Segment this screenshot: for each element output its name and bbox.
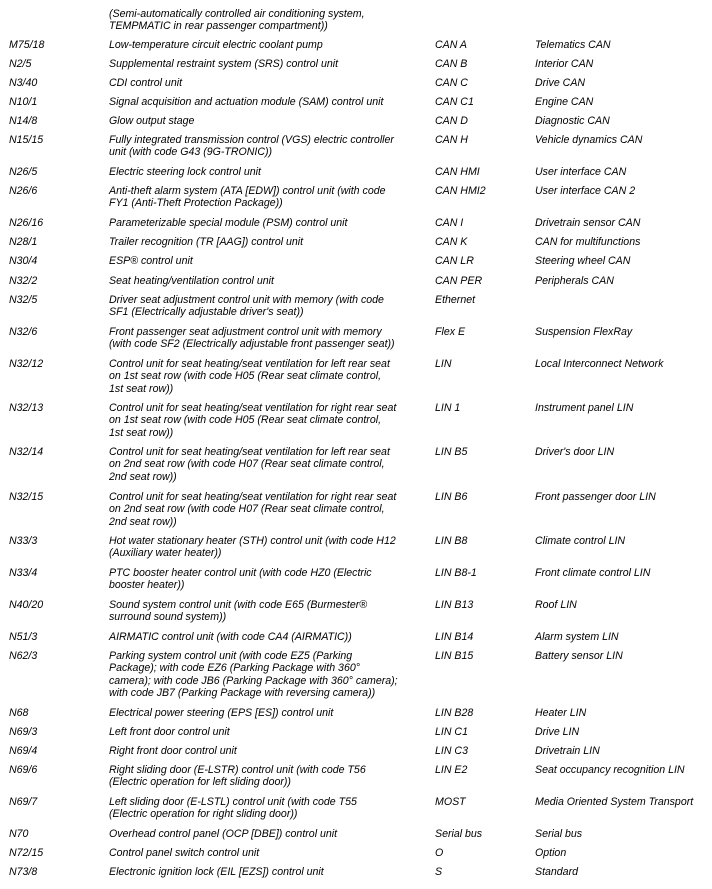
bus-abbreviation: O — [435, 847, 444, 859]
component-code: N51/3 — [9, 631, 38, 643]
component-description — [109, 236, 427, 248]
bus-abbreviation: LIN B6 — [435, 491, 468, 503]
component-description-line: on 1st seat row (with code H05 (Rear seat climate control, — [109, 414, 382, 427]
bus-name: Drivetrain sensor CAN — [535, 217, 641, 229]
bus-abbreviation: MOST — [435, 796, 466, 808]
component-description-line: (with code SF2 (Electrically adjustable front passenger seat)) — [109, 338, 395, 351]
component-description — [109, 217, 427, 229]
component-description-line: SF1 (Electrically adjustable driver's seat)) — [109, 306, 304, 319]
component-code: N68 — [9, 707, 29, 719]
component-description — [109, 650, 427, 699]
component-description — [109, 847, 427, 859]
bus-abbreviation: LIN B8-1 — [435, 567, 477, 579]
component-code: N32/15 — [9, 491, 44, 503]
component-description-line: Parameterizable special module (PSM) control unit — [109, 217, 348, 229]
bus-abbreviation: LIN B5 — [435, 446, 468, 458]
bus-abbreviation: Serial bus — [435, 828, 483, 840]
component-code: N26/6 — [9, 185, 38, 197]
bus-name: Option — [535, 847, 567, 859]
component-description-line: Supplemental restraint system (SRS) control unit — [109, 58, 339, 70]
bus-name: Heater LIN — [535, 707, 587, 719]
component-code: N32/13 — [9, 402, 44, 414]
component-description-line: AIRMATIC control unit (with code CA4 (AIRMATIC)) — [109, 631, 352, 643]
component-code: N40/20 — [9, 599, 44, 611]
component-description — [109, 402, 427, 439]
component-description — [109, 77, 427, 89]
component-description — [109, 535, 427, 560]
component-description-line: Package); with code EZ6 (Parking Package with 360° — [109, 662, 360, 675]
component-description — [109, 294, 427, 319]
component-description-line: Glow output stage — [109, 115, 195, 127]
component-description-line: camera); with code JB6 (Parking Package with 360° camera); — [109, 674, 398, 687]
bus-abbreviation: CAN K — [435, 236, 468, 248]
component-description-line: booster heater)) — [109, 579, 185, 592]
component-description-line: Trailer recognition (TR [AAG]) control unit — [109, 236, 304, 248]
component-code: N72/15 — [9, 847, 44, 859]
bus-name: Drivetrain LIN — [535, 745, 600, 757]
component-description — [109, 58, 427, 70]
bus-abbreviation: LIN C3 — [435, 745, 468, 757]
component-description-line: Control unit for seat heating/seat ventilation for right rear seat — [109, 491, 397, 503]
component-code: N33/4 — [9, 567, 38, 579]
component-code: N32/14 — [9, 446, 44, 458]
component-code: N14/8 — [9, 115, 38, 127]
component-code: N69/4 — [9, 745, 38, 757]
component-description-line: ESP® control unit — [109, 255, 193, 267]
bus-name: Telematics CAN — [535, 39, 611, 51]
bus-abbreviation: CAN H — [435, 134, 468, 146]
component-description-line: Right front door control unit — [109, 745, 237, 757]
component-description — [109, 764, 427, 789]
bus-abbreviation: LIN 1 — [435, 402, 461, 414]
component-code: N32/5 — [9, 294, 38, 306]
component-description — [109, 745, 427, 757]
bus-name: Front passenger door LIN — [535, 491, 656, 503]
component-code: N32/2 — [9, 275, 38, 287]
component-description — [109, 491, 427, 528]
bus-name: Diagnostic CAN — [535, 115, 610, 127]
component-description-line: Right sliding door (E-LSTR) control unit (with code T56 — [109, 764, 366, 776]
component-description-line: Anti-theft alarm system (ATA [EDW]) control unit (with code — [109, 185, 386, 197]
component-code: N70 — [9, 828, 29, 840]
bus-abbreviation: LIN C1 — [435, 726, 468, 738]
component-description-line: Overhead control panel (OCP [DBE]) control unit — [109, 828, 338, 840]
bus-name: Peripherals CAN — [535, 275, 614, 287]
bus-name: Drive LIN — [535, 726, 580, 738]
component-description-line: Electric steering lock control unit — [109, 166, 261, 178]
component-code: N30/4 — [9, 255, 38, 267]
bus-name: Battery sensor LIN — [535, 650, 623, 662]
component-code: N26/16 — [9, 217, 44, 229]
bus-abbreviation: LIN B8 — [435, 535, 468, 547]
bus-name: Drive CAN — [535, 77, 586, 89]
bus-name: Roof LIN — [535, 599, 577, 611]
component-description — [109, 358, 427, 395]
bus-name: Media Oriented System Transport — [535, 796, 694, 808]
component-description — [109, 567, 427, 592]
component-description — [109, 707, 427, 719]
component-description-line: Left sliding door (E-LSTL) control unit (with code T55 — [109, 796, 357, 808]
component-description — [109, 275, 427, 287]
component-description-line: Left front door control unit — [109, 726, 230, 738]
component-description — [109, 96, 427, 108]
bus-name: Vehicle dynamics CAN — [535, 134, 643, 146]
component-description — [109, 39, 427, 51]
bus-abbreviation: LIN B14 — [435, 631, 474, 643]
bus-name: Driver's door LIN — [535, 446, 615, 458]
bus-abbreviation: CAN LR — [435, 255, 474, 267]
component-description — [109, 631, 427, 643]
component-description-line: Hot water stationary heater (STH) control unit (with code H12 — [109, 535, 396, 547]
component-code: N3/40 — [9, 77, 38, 89]
component-description-line: with code JB7 (Parking Package with reversing camera)) — [109, 686, 376, 699]
component-description-line: unit (with code G43 (9G-TRONIC)) — [109, 146, 273, 159]
bus-abbreviation: CAN PER — [435, 275, 483, 287]
component-description-line: Electronic ignition lock (EIL [EZS]) control unit — [109, 866, 324, 878]
component-description-line: (Electric operation for right sliding door)) — [109, 808, 298, 821]
component-description-line: Driver seat adjustment control unit with memory (with code — [109, 294, 384, 306]
bus-name: Suspension FlexRay — [535, 326, 633, 338]
bus-name: User interface CAN — [535, 166, 627, 178]
component-code: N32/12 — [9, 358, 44, 370]
bus-name: Climate control LIN — [535, 535, 626, 547]
bus-name: Local Interconnect Network — [535, 358, 664, 370]
component-description — [109, 828, 427, 840]
component-description — [109, 166, 427, 178]
component-description-line: FY1 (Anti-Theft Protection Package)) — [109, 197, 283, 210]
bus-abbreviation: Flex E — [435, 326, 466, 338]
component-description — [109, 326, 427, 351]
component-code: N69/6 — [9, 764, 38, 776]
component-code: N28/1 — [9, 236, 38, 248]
component-description-line: Control unit for seat heating/seat ventilation for left rear seat — [109, 446, 390, 458]
component-description-line: PTC booster heater control unit (with code HZ0 (Electric — [109, 567, 372, 579]
component-description-line: Control unit for seat heating/seat ventilation for left rear seat — [109, 358, 390, 370]
component-code: N62/3 — [9, 650, 38, 662]
component-description-line: 2nd seat row)) — [109, 515, 177, 528]
bus-name: CAN for multifunctions — [535, 236, 641, 248]
component-description — [109, 796, 427, 821]
continued-description-line: TEMPMATIC in rear passenger compartment)) — [109, 20, 328, 33]
component-description-line: Signal acquisition and actuation module (SAM) control unit — [109, 96, 384, 108]
component-code: N2/5 — [9, 58, 32, 70]
bus-abbreviation: LIN B28 — [435, 707, 474, 719]
component-code: N26/5 — [9, 166, 38, 178]
bus-abbreviation: CAN A — [435, 39, 467, 51]
component-description-line: Parking system control unit (with code EZ5 (Parking — [109, 650, 353, 662]
component-description — [109, 866, 427, 878]
component-description — [109, 446, 427, 483]
bus-abbreviation: CAN C — [435, 77, 468, 89]
bus-abbreviation: CAN D — [435, 115, 468, 127]
bus-abbreviation: LIN B15 — [435, 650, 474, 662]
bus-abbreviation: CAN HMI — [435, 166, 480, 178]
component-description-line: Control unit for seat heating/seat ventilation for right rear seat — [109, 402, 397, 414]
bus-abbreviation: CAN HMI2 — [435, 185, 486, 197]
component-description-line: 1st seat row)) — [109, 426, 174, 439]
bus-abbreviation: LIN E2 — [435, 764, 468, 776]
bus-name: Alarm system LIN — [535, 631, 619, 643]
component-description-line: Sound system control unit (with code E65 (Burmester® — [109, 599, 368, 611]
component-code: N69/7 — [9, 796, 38, 808]
continued-description-line: (Semi-automatically controlled air conditioning system, — [109, 8, 365, 20]
component-description — [109, 599, 427, 624]
component-description — [109, 726, 427, 738]
bus-name: Steering wheel CAN — [535, 255, 631, 267]
component-description-line: Fully integrated transmission control (VGS) electric controller — [109, 134, 394, 146]
bus-name: Standard — [535, 866, 578, 878]
component-description — [109, 255, 427, 267]
bus-abbreviation: Ethernet — [435, 294, 476, 306]
bus-name: Seat occupancy recognition LIN — [535, 764, 685, 776]
component-description — [109, 115, 427, 127]
component-description-line: Electrical power steering (EPS [ES]) control unit — [109, 707, 334, 719]
component-description-line: 2nd seat row)) — [109, 470, 177, 483]
component-code: M75/18 — [9, 39, 45, 51]
component-description-line: (Electric operation for left sliding door)) — [109, 776, 291, 789]
component-description — [109, 134, 427, 159]
component-description-line: surround sound system)) — [109, 611, 227, 624]
component-description-line: on 2nd seat row (with code H07 (Rear seat climate control, — [109, 503, 385, 516]
component-code: N32/6 — [9, 326, 38, 338]
component-description-line: Seat heating/ventilation control unit — [109, 275, 274, 287]
component-description — [109, 185, 427, 210]
component-description-line: Control panel switch control unit — [109, 847, 260, 859]
component-description-line: CDI control unit — [109, 77, 183, 89]
component-code: N73/8 — [9, 866, 38, 878]
bus-name: Instrument panel LIN — [535, 402, 634, 414]
component-description-line: 1st seat row)) — [109, 382, 174, 395]
bus-name: Serial bus — [535, 828, 583, 840]
component-code: N10/1 — [9, 96, 38, 108]
bus-name: Engine CAN — [535, 96, 594, 108]
bus-abbreviation: S — [435, 866, 443, 878]
component-code: N15/15 — [9, 134, 44, 146]
component-description-line: Low-temperature circuit electric coolant pump — [109, 39, 323, 51]
bus-abbreviation: LIN B13 — [435, 599, 474, 611]
bus-name: Front climate control LIN — [535, 567, 651, 579]
bus-name: Interior CAN — [535, 58, 594, 70]
bus-abbreviation: CAN B — [435, 58, 468, 70]
component-description-line: on 1st seat row (with code H05 (Rear seat climate control, — [109, 370, 382, 383]
bus-abbreviation: CAN I — [435, 217, 464, 229]
bus-abbreviation: LIN — [435, 358, 452, 370]
continued-description — [109, 8, 409, 33]
component-description-line: (Auxiliary water heater)) — [109, 547, 222, 560]
bus-name: User interface CAN 2 — [535, 185, 636, 197]
bus-abbreviation: CAN C1 — [435, 96, 474, 108]
component-description-line: on 2nd seat row (with code H07 (Rear seat climate control, — [109, 458, 385, 471]
component-description-line: Front passenger seat adjustment control unit with memory — [109, 326, 382, 338]
component-code: N69/3 — [9, 726, 38, 738]
component-code: N33/3 — [9, 535, 38, 547]
